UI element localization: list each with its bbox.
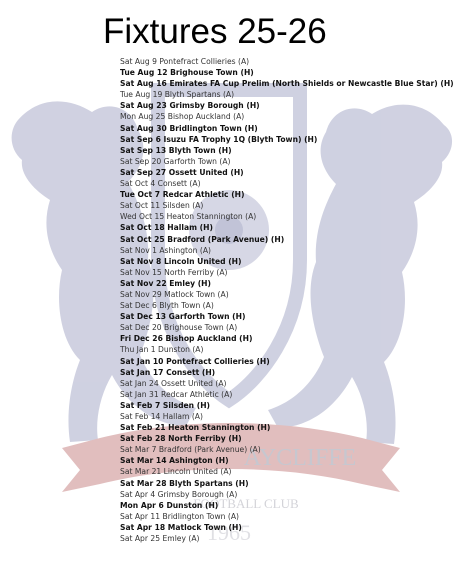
fixture-away: Sat Mar 21 Lincoln United (A) [120,467,232,477]
fixture-away: Sat Apr 25 Emley (A) [120,534,200,544]
fixture-home: Fri Dec 26 Bishop Auckland (H) [120,334,253,344]
fixture-home: Sat Oct 18 Hallam (H) [120,223,213,233]
fixture-away: Sat Jan 24 Ossett United (A) [120,378,227,388]
fixture-away: Sat Dec 6 Blyth Town (A) [120,301,214,311]
fixture-away: Wed Oct 15 Heaton Stannington (A) [120,212,257,222]
fixture-away: Mon Aug 25 Bishop Auckland (A) [120,112,245,122]
fixture-home: Sat Sep 13 Blyth Town (H) [120,145,232,155]
fixture-away: Sat Feb 14 Hallam (A) [120,412,203,421]
fixture-away: Sat Mar 7 Bradford (Park Avenue) (A) [120,445,261,455]
fixture-home: Sat Dec 13 Garforth Town (H) [120,312,246,322]
crest-club-sub: FOOTBALL CLUB [193,496,299,511]
fixture-away: Sat Apr 11 Bridlington Town (A) [120,511,240,521]
fixture-home: Sat Aug 30 Bridlington Town (H) [120,123,258,133]
fixture-home: Sat Jan 10 Pontefract Collieries (H) [120,356,270,366]
fixture-away: Tue Aug 19 Blyth Spartans (A) [120,90,235,100]
fixture-away: Sat Apr 4 Grimsby Borough (A) [120,489,238,499]
fixture-home: Sat Nov 8 Lincoln United (H) [120,256,242,266]
fixture-home: Tue Aug 12 Brighouse Town (H) [120,68,254,78]
fixture-away: Sat Dec 20 Brighouse Town (A) [120,323,238,333]
fixture-away: Sat Oct 4 Consett (A) [120,179,201,189]
fixture-home: Sat Sep 27 Ossett United (H) [120,167,244,177]
fixture-home: Sat Oct 25 Bradford (Park Avenue) (H) [120,234,285,244]
fixture-away: Sat Sep 20 Garforth Town (A) [120,156,231,166]
fixture-away: Thu Jan 1 Dunston (A) [120,345,204,355]
fixture-home: Tue Oct 7 Redcar Athletic (H) [120,190,245,200]
fixture-home: Sat Jan 17 Consett (H) [120,367,216,377]
fixture-home: Sat Mar 28 Blyth Spartans (H) [120,478,249,488]
fixture-away: Sat Jan 31 Redcar Athletic (A) [120,389,233,399]
fixture-home: Sat Apr 18 Matlock Town (H) [120,522,242,532]
fixture-home: Sat Aug 16 Emirates FA Cup Prelim (North Shields or Newcastle Blue Star) (H) [120,79,454,89]
fixture-home: Sat Sep 6 Isuzu FA Trophy 1Q (Blyth Town) (H) [120,134,318,144]
fixture-home: Sat Feb 7 Silsden (H) [120,400,211,410]
fixture-away: Sat Oct 11 Silsden (A) [120,201,204,211]
fixture-away: Sat Aug 9 Pontefract Collieries (A) [120,57,250,66]
fixture-away: Sat Nov 15 North Ferriby (A) [120,267,228,277]
fixture-home: Mon Apr 6 Dunston (H) [120,500,219,510]
fixture-home: Sat Aug 23 Grimsby Borough (H) [120,101,260,111]
fixture-home: Sat Feb 28 North Ferriby (H) [120,434,242,444]
fixture-away: Sat Nov 1 Ashington (A) [120,245,212,255]
crest-year: 1965 [207,520,251,545]
crest-club-name: AYCLIFFE [243,445,357,471]
fixtures-list [120,56,460,544]
page-title: Fixtures 25-26 [103,12,327,51]
fixture-home: Sat Mar 14 Ashington (H) [120,456,229,466]
fixture-home: Sat Feb 21 Heaton Stannington (H) [120,423,271,433]
fixture-home: Sat Nov 22 Emley (H) [120,278,211,288]
fixture-away: Sat Nov 29 Matlock Town (A) [120,289,229,299]
